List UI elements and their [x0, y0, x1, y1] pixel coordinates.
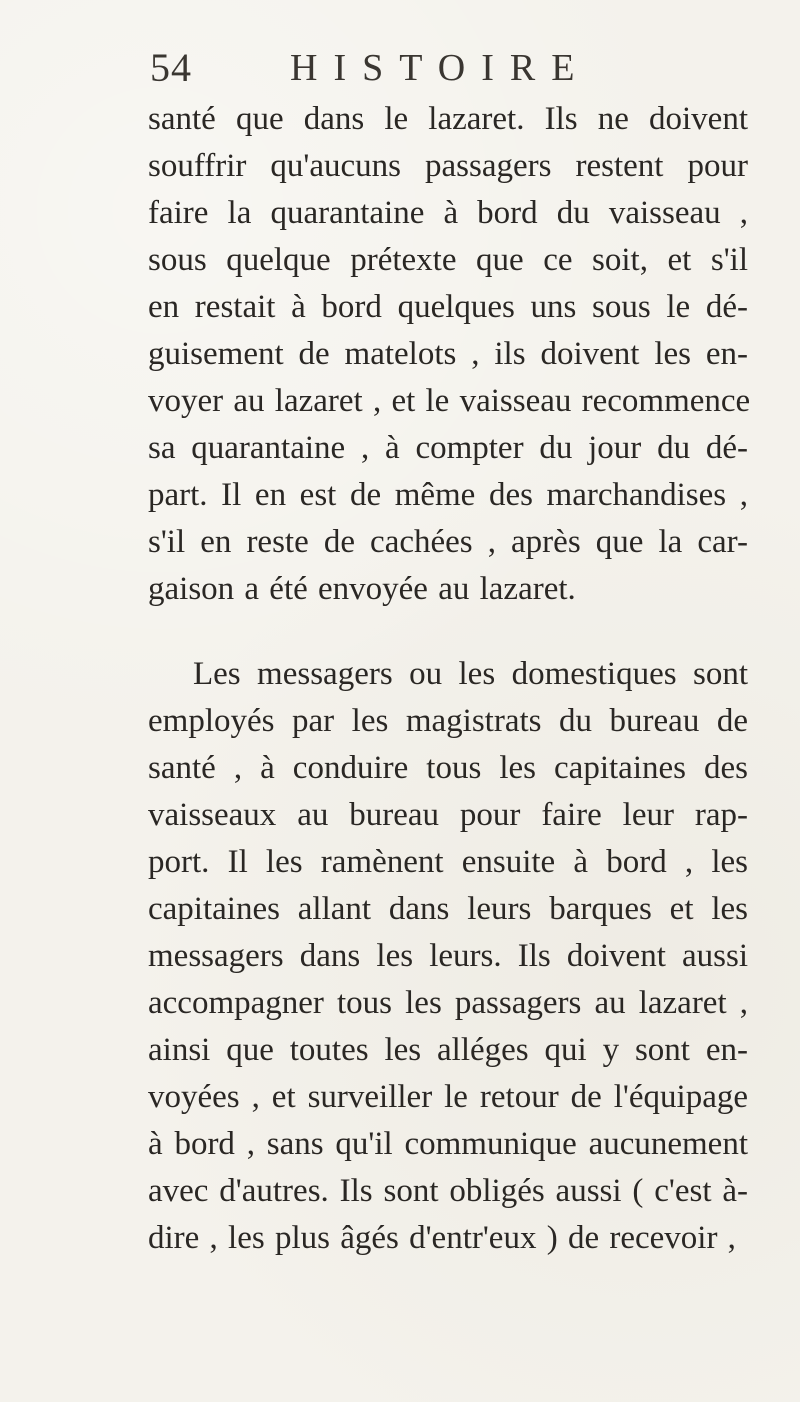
text-line: à bord , sans qu'il communique aucunement — [148, 1126, 748, 1162]
text-line: part. Il en est de même des marchandises , — [148, 477, 748, 513]
text-line: Les messagers ou les domestiques sont — [193, 656, 748, 692]
running-title: HISTOIRE — [290, 47, 591, 89]
text-line: voyer au lazaret , et le vaisseau recommence — [148, 383, 751, 419]
text-line: messagers dans les leurs. Ils doivent aussi — [148, 938, 748, 974]
paragraph-1 — [148, 96, 751, 613]
text-line: employés par les magistrats du bureau de — [148, 703, 748, 739]
text-line: accompagner tous les passagers au lazaret , — [148, 985, 748, 1021]
text-line: santé que dans le lazaret. Ils ne doivent — [148, 101, 748, 137]
text-line: santé , à conduire tous les capitaines des — [148, 750, 748, 786]
text-line: capitaines allant dans leurs barques et les — [148, 891, 748, 927]
text-line: voyées , et surveiller le retour de l'équipage — [148, 1079, 748, 1115]
text-line: gaison a été envoyée au lazaret. — [148, 571, 576, 607]
text-line: port. Il les ramènent ensuite à bord , les — [148, 844, 748, 880]
text-line: sa quarantaine , à compter du jour du dé- — [148, 430, 748, 466]
text-line: faire la quarantaine à bord du vaisseau , — [148, 195, 748, 231]
page-number: 54 — [150, 45, 192, 90]
running-head — [150, 38, 710, 98]
text-line: en restait à bord quelques uns sous le dé- — [148, 289, 748, 325]
paragraph-separator — [148, 613, 748, 651]
text-line: souffrir qu'aucuns passagers restent pour — [148, 148, 748, 184]
text-line: sous quelque prétexte que ce soit, et s'il — [148, 242, 748, 278]
text-line: avec d'autres. Ils sont obligés aussi ( c'est à- — [148, 1173, 748, 1209]
text-line: s'il en reste de cachées , après que la car- — [148, 524, 748, 560]
text-line: ainsi que toutes les alléges qui y sont en- — [148, 1032, 748, 1068]
text-line: vaisseaux au bureau pour faire leur rap- — [148, 797, 748, 833]
text-line: guisement de matelots , ils doivent les en- — [148, 336, 748, 372]
paragraph-2 — [148, 651, 748, 1262]
text-line: dire , les plus âgés d'entr'eux ) de recevoir , — [148, 1220, 736, 1256]
body-text — [148, 96, 751, 1262]
